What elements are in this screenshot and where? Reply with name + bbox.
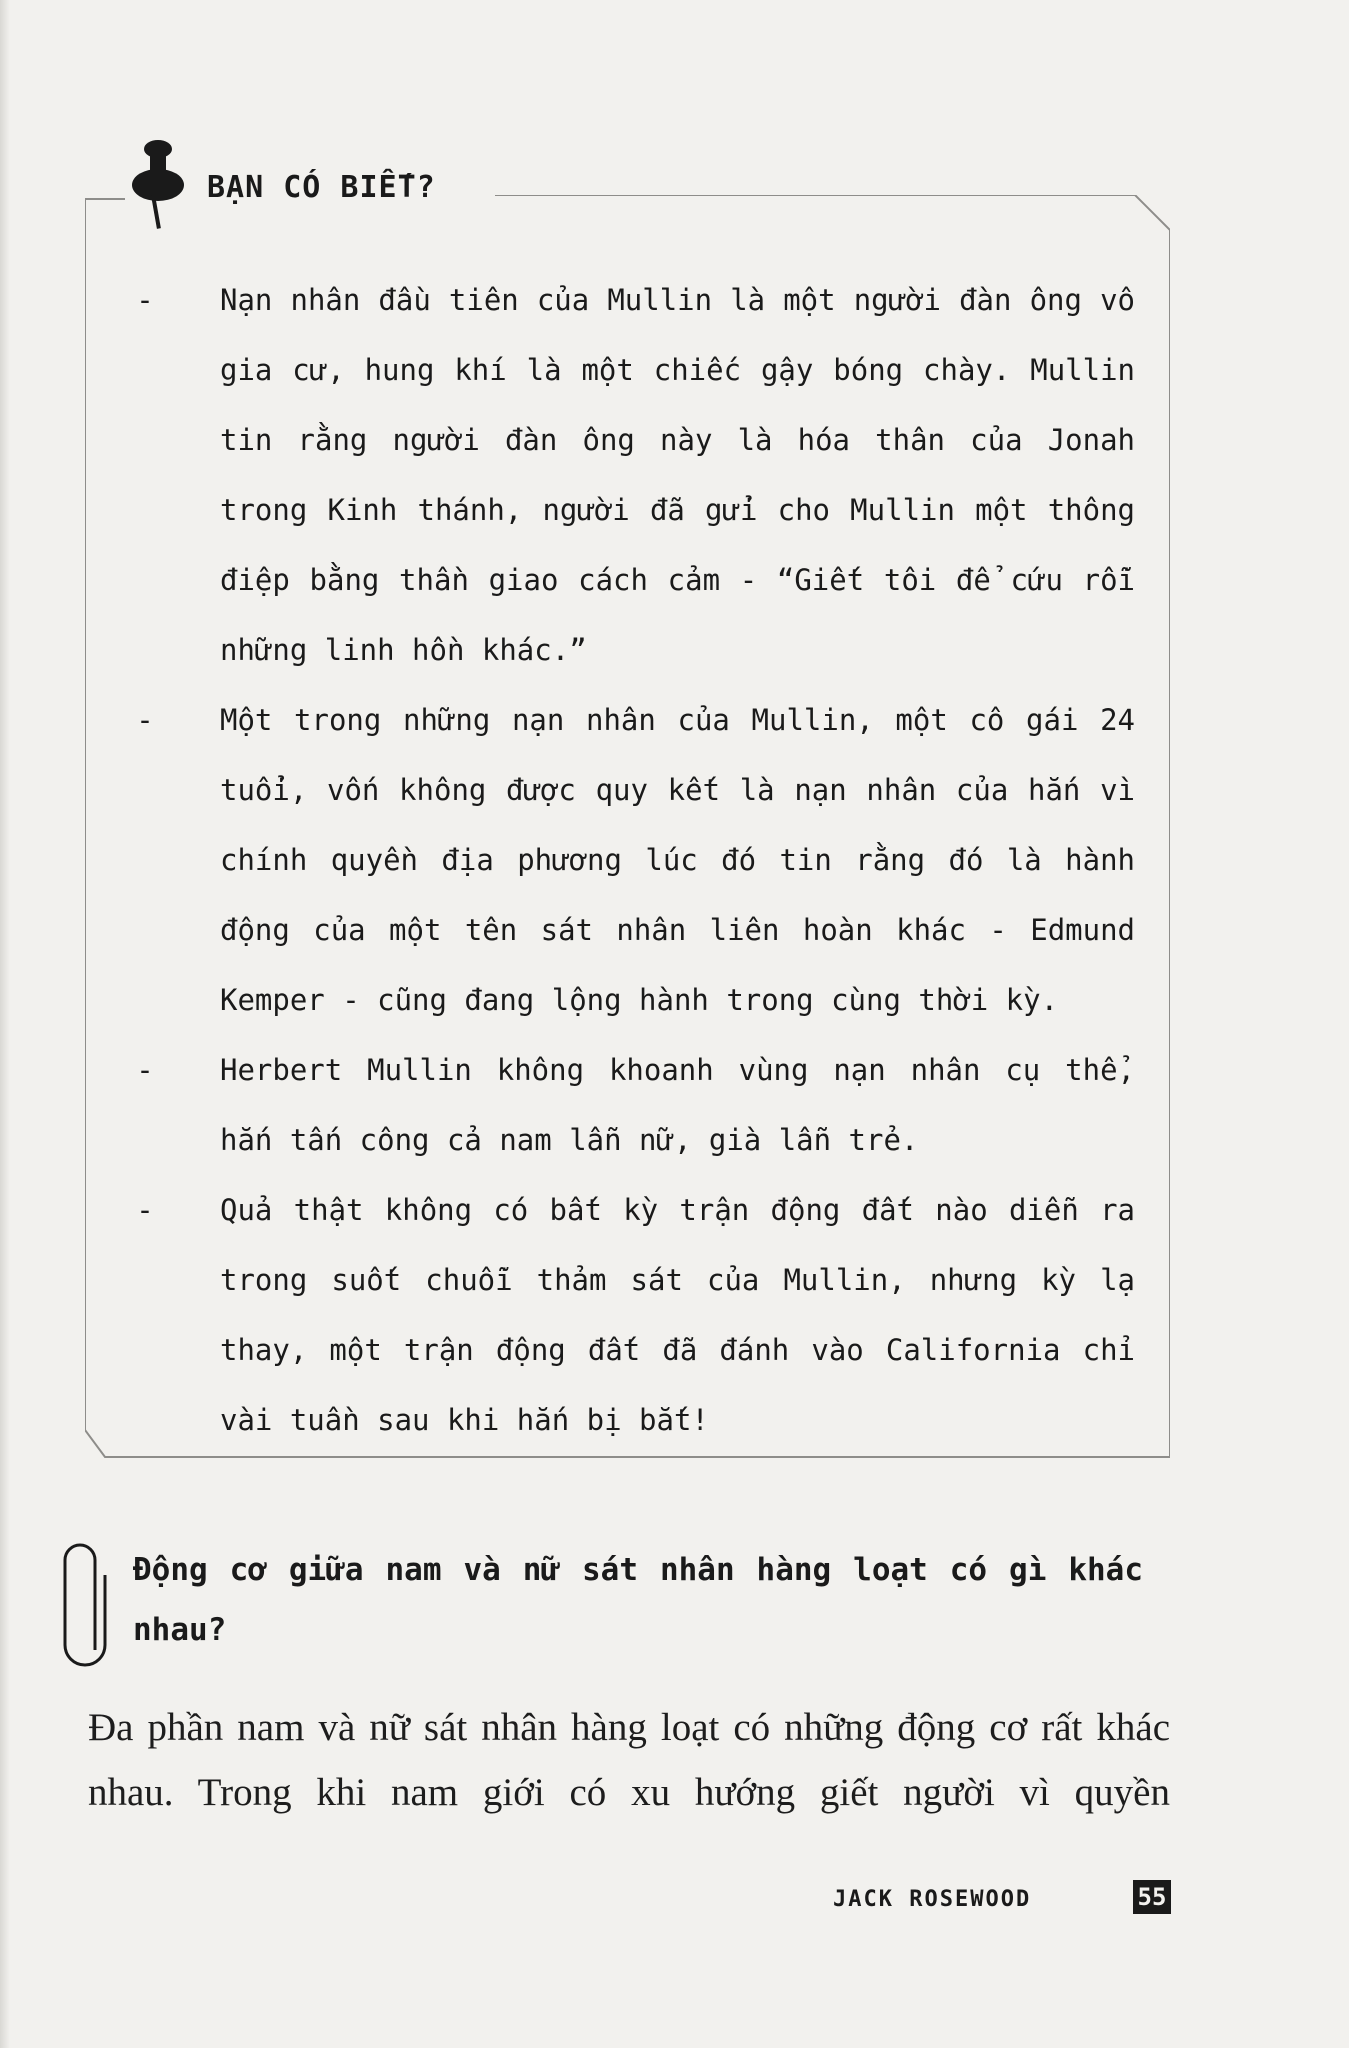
bullet-dash: -: [136, 703, 154, 737]
fact-item: [125, 1035, 1135, 1175]
did-you-know-box: [85, 170, 1170, 1465]
bullet-dash: -: [136, 1053, 154, 1087]
running-footer-author: JACK ROSEWOOD: [833, 1887, 1032, 1912]
fact-item: [125, 265, 1135, 685]
fact-text: Nạn nhân đầu tiên của Mullin là một người đàn ông vô gia cư, hung khí là một chiếc gậy bóng chày. Mullin tin rằng người đàn ông này là hóa thân của Jonah trong Kinh thánh, người đã gửi cho Mullin một thông điệp bằng thần giao cách cảm - “Giết tôi để cứu rỗi những linh hồn khác.”: [220, 283, 1135, 667]
section-heading: Động cơ giữa nam và nữ sát nhân hàng loạt có gì khác nhau?: [133, 1552, 1143, 1648]
fact-text: Herbert Mullin không khoanh vùng nạn nhân cụ thể, hắn tấn công cả nam lẫn nữ, già lẫn trẻ.: [220, 1053, 1135, 1157]
bullet-dash: -: [136, 283, 154, 317]
section-heading-block: [55, 1530, 1145, 1670]
paperclip-icon: [55, 1530, 115, 1670]
fact-list: [125, 265, 1135, 1455]
fact-text: Quả thật không có bất kỳ trận động đất nào diễn ra trong suốt chuỗi thảm sát của Mullin, nhưng kỳ lạ thay, một trận động đất đã đánh vào California chỉ vài tuần sau khi hắn bị bắt!: [220, 1193, 1135, 1437]
box-title: BẠN CÓ BIẾT?: [207, 170, 446, 205]
fact-text: Một trong những nạn nhân của Mullin, một cô gái 24 tuổi, vốn không được quy kết là nạn nhân của hắn vì chính quyền địa phương lúc đó tin rằng đó là hành động của một tên sát nhân liên hoàn khác - Edmund Kemper - cũng đang lộng hành trong cùng thời kỳ.: [220, 703, 1135, 1017]
body-paragraph: Đa phần nam và nữ sát nhân hàng loạt có những động cơ rất khác nhau. Trong khi nam giới có xu hướng giết người vì quyền: [88, 1706, 1170, 1814]
fact-item: [125, 1175, 1135, 1455]
page-number: 55: [1133, 1880, 1171, 1914]
page-edge-shadow: [0, 0, 10, 2048]
fact-item: [125, 685, 1135, 1035]
bullet-dash: -: [136, 1193, 154, 1227]
pushpin-icon: [120, 135, 200, 245]
